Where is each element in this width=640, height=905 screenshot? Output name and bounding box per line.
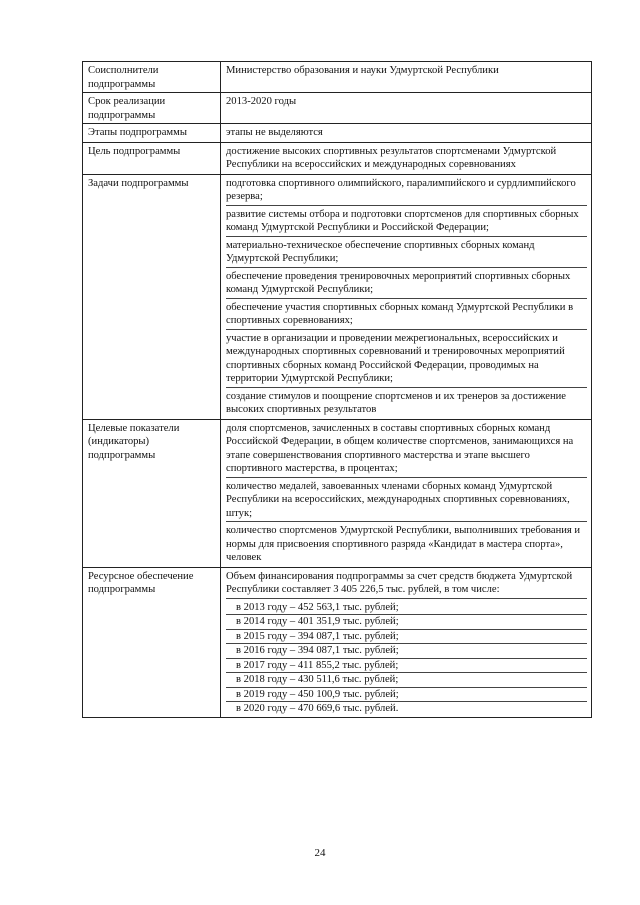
row-content — [221, 174, 592, 419]
funding-year-line: в 2014 году – 401 351,9 тыс. рублей; — [226, 615, 587, 630]
funding-year-line: в 2017 году – 411 855,2 тыс. рублей; — [226, 659, 587, 674]
row-label: Целевые показатели (индикаторы) подпрограммы — [83, 419, 221, 567]
funding-year-line: в 2018 году – 430 511,6 тыс. рублей; — [226, 673, 587, 688]
table-row — [83, 124, 592, 143]
program-passport-table — [82, 61, 592, 718]
paragraph: участие в организации и проведении межрегиональных, всероссийских и международных спортивных соревнований и тренировочных мероприятий спортивных сборных команд Российской Федерации, проводимых на территории Удмуртской Республики; — [226, 332, 587, 388]
paragraph: Министерство образования и науки Удмуртской Республики — [226, 65, 499, 76]
row-label: Срок реализации подпрограммы — [83, 93, 221, 124]
row-content — [221, 124, 592, 143]
paragraph: количество спортсменов Удмуртской Республики, выполнивших требования и нормы для присвоения спортивного разряда «Кандидат в мастера спорта», человек — [226, 525, 581, 563]
table-row — [83, 419, 592, 567]
row-label: Задачи подпрограммы — [83, 174, 221, 419]
paragraph: подготовка спортивного олимпийского, паралимпийского и сурдлимпийского резерва; — [226, 177, 587, 206]
row-label: Цель подпрограммы — [83, 142, 221, 174]
paragraph: количество медалей, завоеванных членами сборных команд Удмуртской Республики на всероссийских, международных спортивных соревнованиях, штук; — [226, 480, 587, 523]
paragraph: доля спортсменов, зачисленных в составы спортивных сборных команд Российской Федерации, в общем количестве спортсменов, занимающихся на этапе совершенствования спортивного мастерства и этапе высшего спортивного мастерства, в процентах; — [226, 422, 587, 478]
paragraph: обеспечение проведения тренировочных мероприятий спортивных сборных команд Удмуртской Республики; — [226, 270, 587, 299]
row-content — [221, 142, 592, 174]
paragraph: достижение высоких спортивных результатов спортсменами Удмуртской Республики на всероссийских и международных соревнованиях — [226, 145, 557, 170]
page-number: 24 — [314, 847, 326, 859]
paragraph: обеспечение участия спортивных сборных команд Удмуртской Республики в спортивных соревнованиях; — [226, 301, 587, 330]
paragraph: Объем финансирования подпрограммы за счет средств бюджета Удмуртской Республики составляет 3 405 226,5 тыс. рублей, в том числе: — [226, 570, 587, 599]
table-row — [83, 93, 592, 124]
row-content — [221, 93, 592, 124]
row-content — [221, 567, 592, 717]
table-row — [83, 62, 592, 93]
table-row — [83, 142, 592, 174]
paragraph: 2013-2020 годы — [226, 96, 297, 107]
paragraph: материально-техническое обеспечение спортивных сборных команд Удмуртской Республики; — [226, 239, 587, 268]
funding-year-line: в 2016 году – 394 087,1 тыс. рублей; — [226, 644, 587, 659]
table-row — [83, 174, 592, 419]
paragraph: создание стимулов и поощрение спортсменов и их тренеров за достижение высоких спортивных результатов — [226, 390, 566, 415]
row-label: Соисполнители подпрограммы — [83, 62, 221, 93]
paragraph: развитие системы отбора и подготовки спортсменов для спортивных сборных команд Удмуртской Республики и Российской Федерации; — [226, 208, 587, 237]
table-row — [83, 567, 592, 717]
funding-year-line: в 2015 году – 394 087,1 тыс. рублей; — [226, 630, 587, 645]
funding-year-line: в 2013 году – 452 563,1 тыс. рублей; — [226, 601, 587, 616]
paragraph: этапы не выделяются — [226, 127, 323, 138]
funding-year-line: в 2020 году – 470 669,6 тыс. рублей. — [236, 703, 399, 714]
funding-year-line: в 2019 году – 450 100,9 тыс. рублей; — [226, 688, 587, 703]
row-content — [221, 419, 592, 567]
row-content — [221, 62, 592, 93]
row-label: Ресурсное обеспечение подпрограммы — [83, 567, 221, 717]
row-label: Этапы подпрограммы — [83, 124, 221, 143]
